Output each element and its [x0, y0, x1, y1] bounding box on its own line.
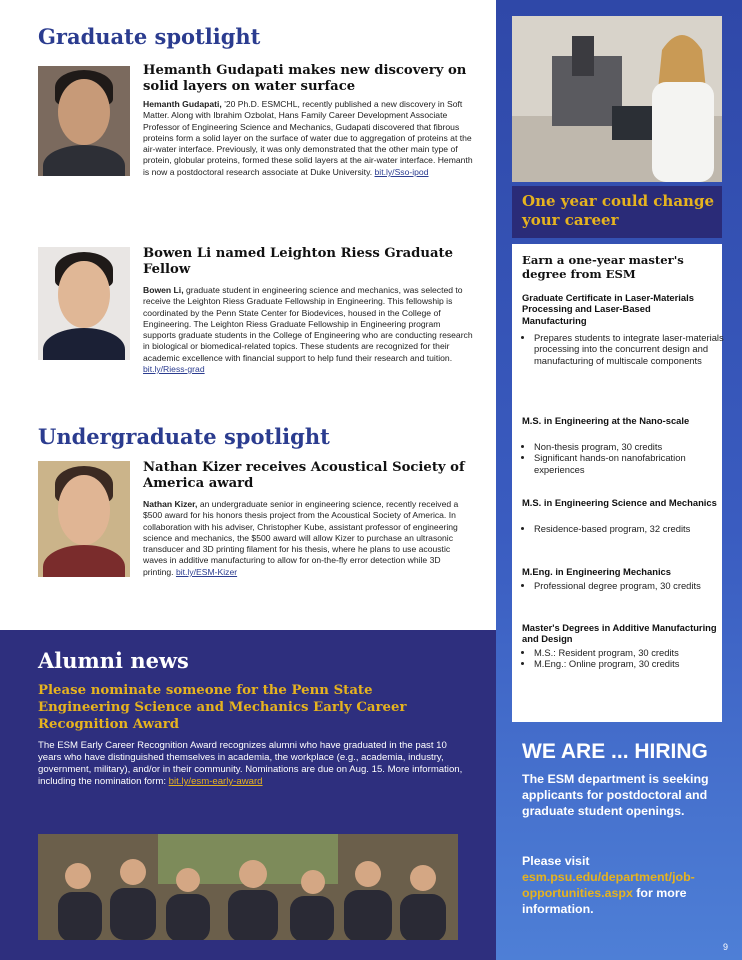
article-1-title: Hemanth Gudapati makes new discovery on solid layers on water surface — [143, 63, 467, 94]
article-3-title: Nathan Kizer receives Acoustical Society of America award — [143, 460, 465, 491]
program-5-item-1: • M.S.: Resident program, 30 credits — [534, 647, 724, 658]
degree-box-heading: Earn a one-year master's degree from ESM — [522, 253, 684, 281]
alumni-subheading: Please nominate someone for the Penn State Engineering Science and Mechanics Early Career Recognition Award — [38, 683, 407, 732]
article-3-link[interactable]: bit.ly/ESM-Kizer — [175, 566, 238, 577]
program-3-name: M.S. in Engineering Science and Mechanics — [522, 497, 717, 508]
hiring-visit-label: Please visit — [522, 854, 590, 868]
nathan-photo — [38, 461, 130, 577]
article-3-body-wrap — [143, 499, 473, 578]
page-number: 9 — [722, 942, 728, 952]
article-1-lead: Hemanth Gudapati, — [143, 99, 222, 109]
program-5-item-2: • M.Eng.: Online program, 30 credits — [534, 658, 724, 669]
graduate-spotlight-heading: Graduate spotlight — [38, 24, 261, 49]
article-1-link[interactable]: bit.ly/Sso-ipod — [374, 166, 429, 177]
program-4-list — [522, 580, 724, 591]
program-4-item-1: • Professional degree program, 30 credits — [534, 580, 724, 591]
program-2-item-2: • Significant hands-on nanofabrication experiences — [534, 452, 724, 475]
article-2-title: Bowen Li named Leighton Riess Graduate Fellow — [143, 246, 453, 277]
alumni-body-wrap — [38, 740, 468, 788]
program-4-name: M.Eng. in Engineering Mechanics — [522, 566, 671, 577]
article-3-lead: Nathan Kizer, — [143, 499, 198, 509]
sidebar — [496, 0, 742, 960]
article-3-body: an undergraduate senior in engineering science, recently received a $500 award for his honors thesis project from the Acoustical Society of America. In collaboration with his adviser, Christopher Kube, assistant professor of engineering science and mechanics, the $500 award will allow Kizer to purchase an ultrasonic transducer and 3D printing filament for his thesis, where he plans to use acoustic waves in additive manufacturing to allow for on-the-fly error detection while 3D printing. — [143, 499, 459, 577]
hiring-text: The ESM department is seeking applicants for postdoctoral and graduate student openings. — [522, 772, 709, 818]
hiring-link[interactable]: esm.psu.edu/department/job-opportunities.aspx — [522, 870, 695, 900]
program-1-item-1: • Prepares students to integrate laser-materials processing into the concurrent design and manufacturing of multiscale components — [534, 332, 724, 366]
program-1-name: Graduate Certificate in Laser-Materials Processing and Laser-Based Manufacturing — [522, 292, 694, 326]
degree-box — [512, 244, 722, 722]
hiring-visit — [522, 853, 712, 917]
program-1-list — [522, 332, 724, 366]
alumni-body: The ESM Early Career Recognition Award recognizes alumni who have graduated in the past 10 years who have distinguished themselves in academia, the workplace (e.g., academia, industry, government, military), and/or in their community. Nominations are due on Aug. 15. More information, including the nomination form: — [38, 740, 463, 787]
article-2-link[interactable]: bit.ly/Riess-grad — [143, 364, 205, 375]
lab-photo — [512, 16, 722, 182]
article-2-body-wrap — [143, 285, 473, 375]
hiring-heading: WE ARE ... HIRING — [522, 740, 708, 763]
program-2-name: M.S. in Engineering at the Nano-scale — [522, 415, 690, 426]
article-1-body-top — [143, 99, 473, 178]
alumni-group-photo — [38, 834, 458, 940]
alumni-heading: Alumni news — [38, 648, 189, 673]
bowen-photo — [38, 247, 130, 360]
program-2-list — [522, 441, 724, 475]
program-3-item-1: • Residence-based program, 32 credits — [534, 523, 724, 534]
hemanth-photo — [38, 66, 130, 176]
program-5-list — [522, 647, 724, 670]
program-3-list — [522, 523, 724, 534]
article-2-lead: Bowen Li, — [143, 285, 184, 295]
article-2-body: graduate student in engineering science and mechanics, was selected to receive the Leighton Riess Graduate Fellowship in Engineering. This fellowship is coordinated by the Penn State Center for Biodevices, housed in the College of Engineering. The Leighton Riess Graduate Fellowship in Engineering program supports graduate students in the College of Engineering who are conducting research in biological or biomedical-related topics. These students are recognized for their academic excellence with financial support to help fund their research and tuition. — [143, 285, 473, 363]
article-1-body: '20 Ph.D. ESMCHL, recently published a new discovery in Soft Matter. Along with Ibrahim Ozbolat, Hans Family Career Development Associate Professor of Engineering Science and Mechanics, Gudapati discovered that fibrous proteins form a solid layer on the surface of water due to aggregation of proteins at the air-water interface. Previously, it was only demonstrated that the other main type of protein, globular proteins, formed these solid layers at the air-water interface. Hemanth is now a postdoctoral research associate at Duke University. — [143, 99, 473, 177]
left-column — [0, 0, 496, 630]
promo-text: One year could change your career — [522, 192, 714, 229]
program-5-name: Master's Degrees in Additive Manufacturing and Design — [522, 622, 717, 645]
hiring-after: for more information. — [522, 886, 687, 916]
program-2-item-1: • Non-thesis program, 30 credits — [534, 441, 724, 452]
undergraduate-spotlight-heading: Undergraduate spotlight — [38, 424, 330, 449]
alumni-news-section — [0, 630, 496, 960]
alumni-link[interactable]: bit.ly/esm-early-award — [168, 776, 263, 787]
promo-banner — [512, 186, 722, 238]
